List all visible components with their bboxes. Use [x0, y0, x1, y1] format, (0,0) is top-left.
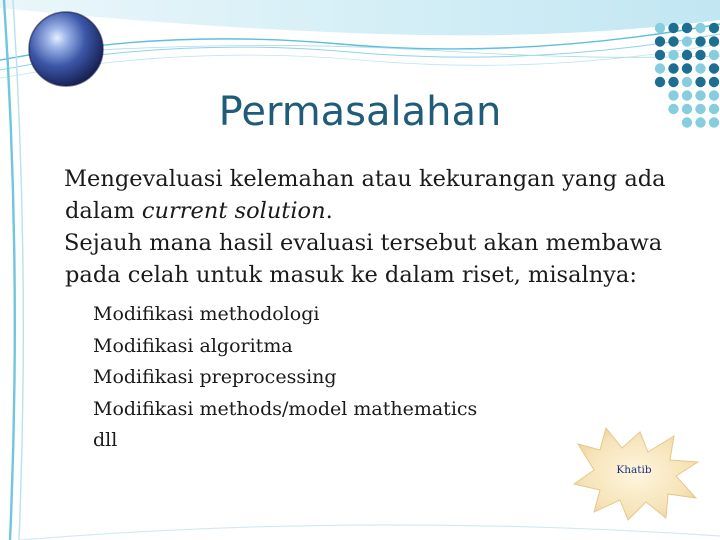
- sub-bullet-item: Modifikasi preprocessing: [93, 366, 337, 388]
- decor-dot: [709, 23, 719, 33]
- decor-dot: [695, 77, 705, 87]
- decor-dot: [655, 50, 665, 60]
- decor-dot: [655, 77, 665, 87]
- decor-dot: [668, 63, 678, 73]
- badge-label: Khatib: [616, 464, 652, 476]
- top-wave-band: [0, 0, 720, 35]
- decor-dot: [668, 23, 678, 33]
- decor-dot: [695, 36, 705, 46]
- bullet-item: Mengevaluasi kelemahan atau kekurangan yang ada dalam current solution.: [64, 166, 666, 224]
- slide-title: Permasalahan: [218, 89, 502, 135]
- decor-dot: [655, 36, 665, 46]
- decor-dot: [682, 63, 692, 73]
- sub-bullet-item: dll: [93, 429, 118, 451]
- decor-dot: [709, 36, 719, 46]
- decor-dot: [682, 36, 692, 46]
- decor-dot: [655, 23, 665, 33]
- decor-dot: [709, 50, 719, 60]
- decor-dot: [695, 23, 705, 33]
- decor-dot: [709, 63, 719, 73]
- sub-bullet-item: Modifikasi algoritma: [93, 334, 293, 357]
- decor-dot: [668, 36, 678, 46]
- decor-dot: [682, 77, 692, 87]
- left-edge-curve: [4, 0, 15, 540]
- slide-body: [40, 163, 680, 457]
- decor-dot: [695, 63, 705, 73]
- decor-dot: [682, 50, 692, 60]
- decor-dot: [668, 77, 678, 87]
- globe-icon: [29, 12, 103, 86]
- sub-bullet-item: Modifikasi methods/model mathematics: [93, 397, 478, 420]
- decor-dot: [668, 50, 678, 60]
- bottom-curve: [20, 525, 720, 540]
- decor-dot: [695, 50, 705, 60]
- decor-dot: [682, 23, 692, 33]
- decor-dot: [655, 63, 665, 73]
- sub-bullet-item: Modifikasi methodologi: [93, 303, 320, 325]
- decor-dot: [709, 77, 719, 87]
- bullet-item: Sejauh mana hasil evaluasi tersebut akan membawa pada celah untuk masuk ke dalam riset, misalnya:: [64, 230, 663, 288]
